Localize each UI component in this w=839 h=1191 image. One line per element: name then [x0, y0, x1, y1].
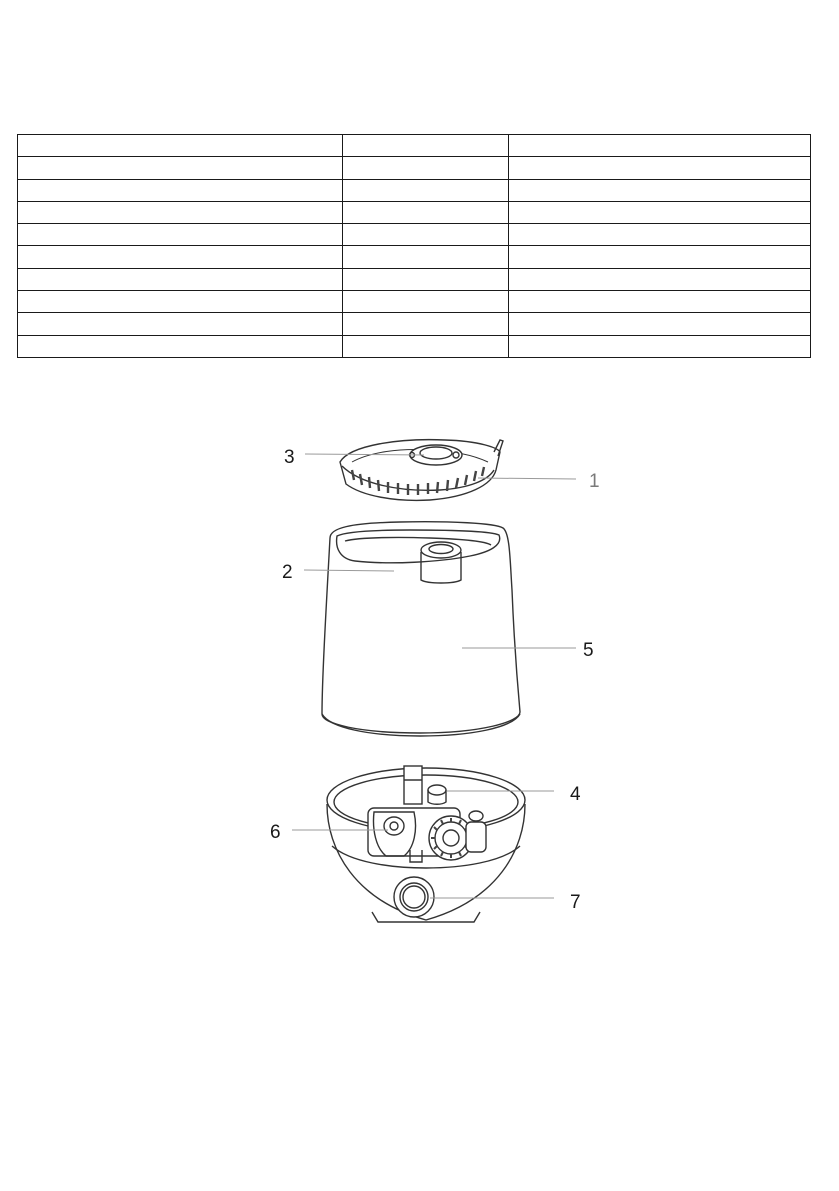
- water-tank-part: [322, 522, 520, 736]
- callout-7: 7: [570, 892, 581, 913]
- callout-6: 6: [270, 822, 281, 843]
- callout-1: 1: [589, 471, 600, 492]
- base-part: [327, 766, 525, 922]
- callout-5: 5: [583, 640, 594, 661]
- callout-4: 4: [570, 784, 581, 805]
- callout-3: 3: [284, 447, 295, 468]
- lid-part: [340, 440, 503, 501]
- callout-2: 2: [282, 562, 293, 583]
